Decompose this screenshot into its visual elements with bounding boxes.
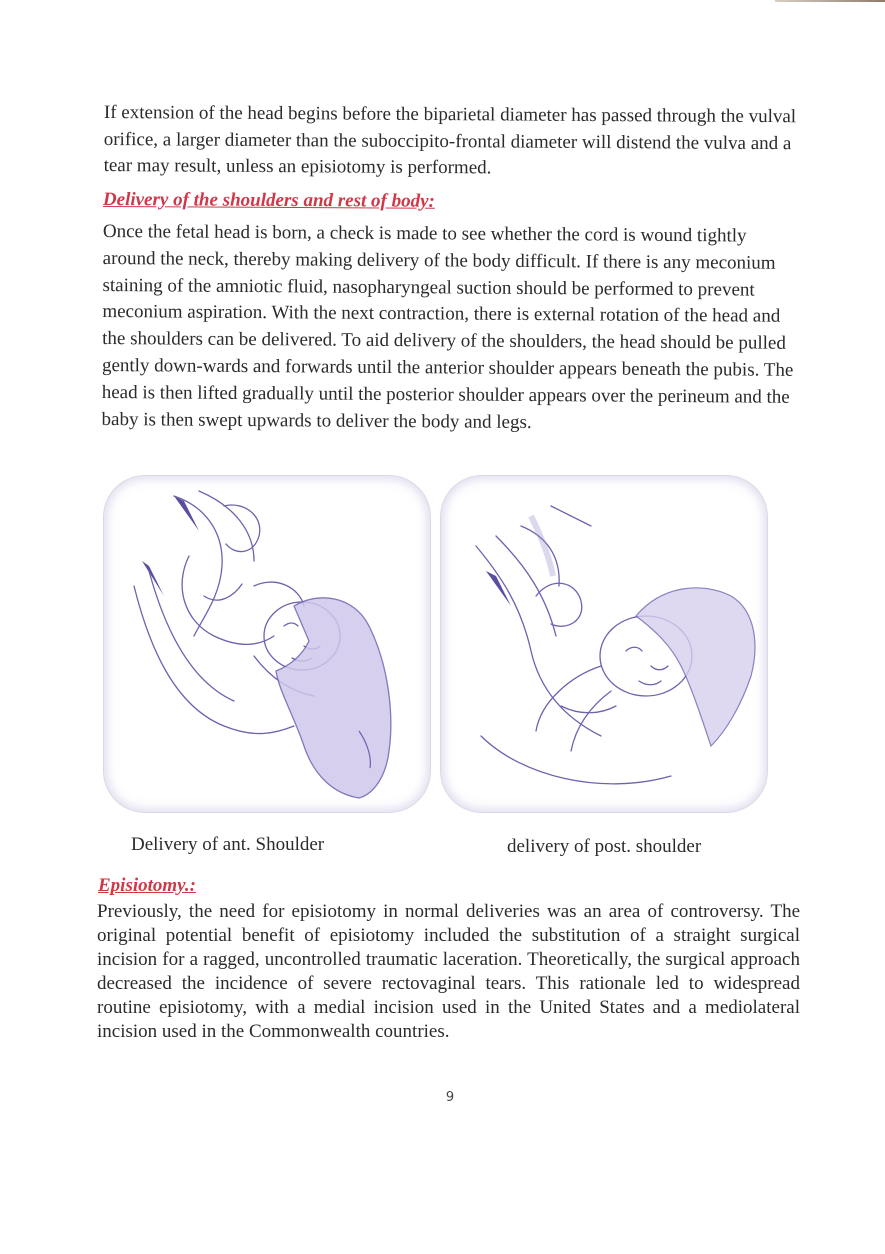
section-heading-episiotomy: Episiotomy.: [98, 875, 196, 896]
anterior-shoulder-delivery-illustration [104, 476, 430, 812]
figure-anterior-shoulder [103, 475, 431, 813]
shoulders-paragraph: Once the fetal head is born, a check is made to see whether the cord is wound tightly around the neck, thereby making delivery of the body difficult. If there is any meconium staining of the amniotic fluid, nasopharyngeal suction should be performed to prevent meconium aspiration. With the next contraction, there is external rotation of the head and the shoulders can be delivered. To aid delivery of the shoulders, the head should be pulled gently down-wards and forwards until the anterior shoulder appears beneath the pubis. The head is then lifted gradually until the posterior shoulder appears over the perineum and the baby is then swept upwards to deliver the body and legs. [101, 220, 794, 433]
intro-paragraph: If extension of the head begins before the biparietal diameter has passed through the vulval orifice, a larger diameter than the suboccipito-frontal diameter will distend the vulva and a tear may result, unless an episiotomy is performed. [103, 101, 797, 179]
figure-caption-posterior: delivery of post. shoulder [507, 836, 702, 857]
posterior-shoulder-delivery-illustration [441, 476, 767, 812]
page-number: 9 [445, 1090, 455, 1105]
figure-posterior-shoulder [440, 475, 768, 813]
section-heading-shoulders: Delivery of the shoulders and rest of body: [102, 189, 435, 212]
figure-caption-anterior: Delivery of ant. Shoulder [131, 834, 325, 855]
scan-edge-line [775, 0, 885, 2]
episiotomy-paragraph: Previously, the need for episiotomy in normal deliveries was an area of controversy. The original potential benefit of episiotomy included the substitution of a straight surgical incision for a ragged, uncontrolled traumatic laceration. Theoretically, the surgical approach decreased the incidence of severe rectovaginal tears. This rationale led to widespread routine episiotomy, with a medial incision used in the United States and a mediolateral incision used in the Commonwealth countries. [97, 901, 800, 1042]
